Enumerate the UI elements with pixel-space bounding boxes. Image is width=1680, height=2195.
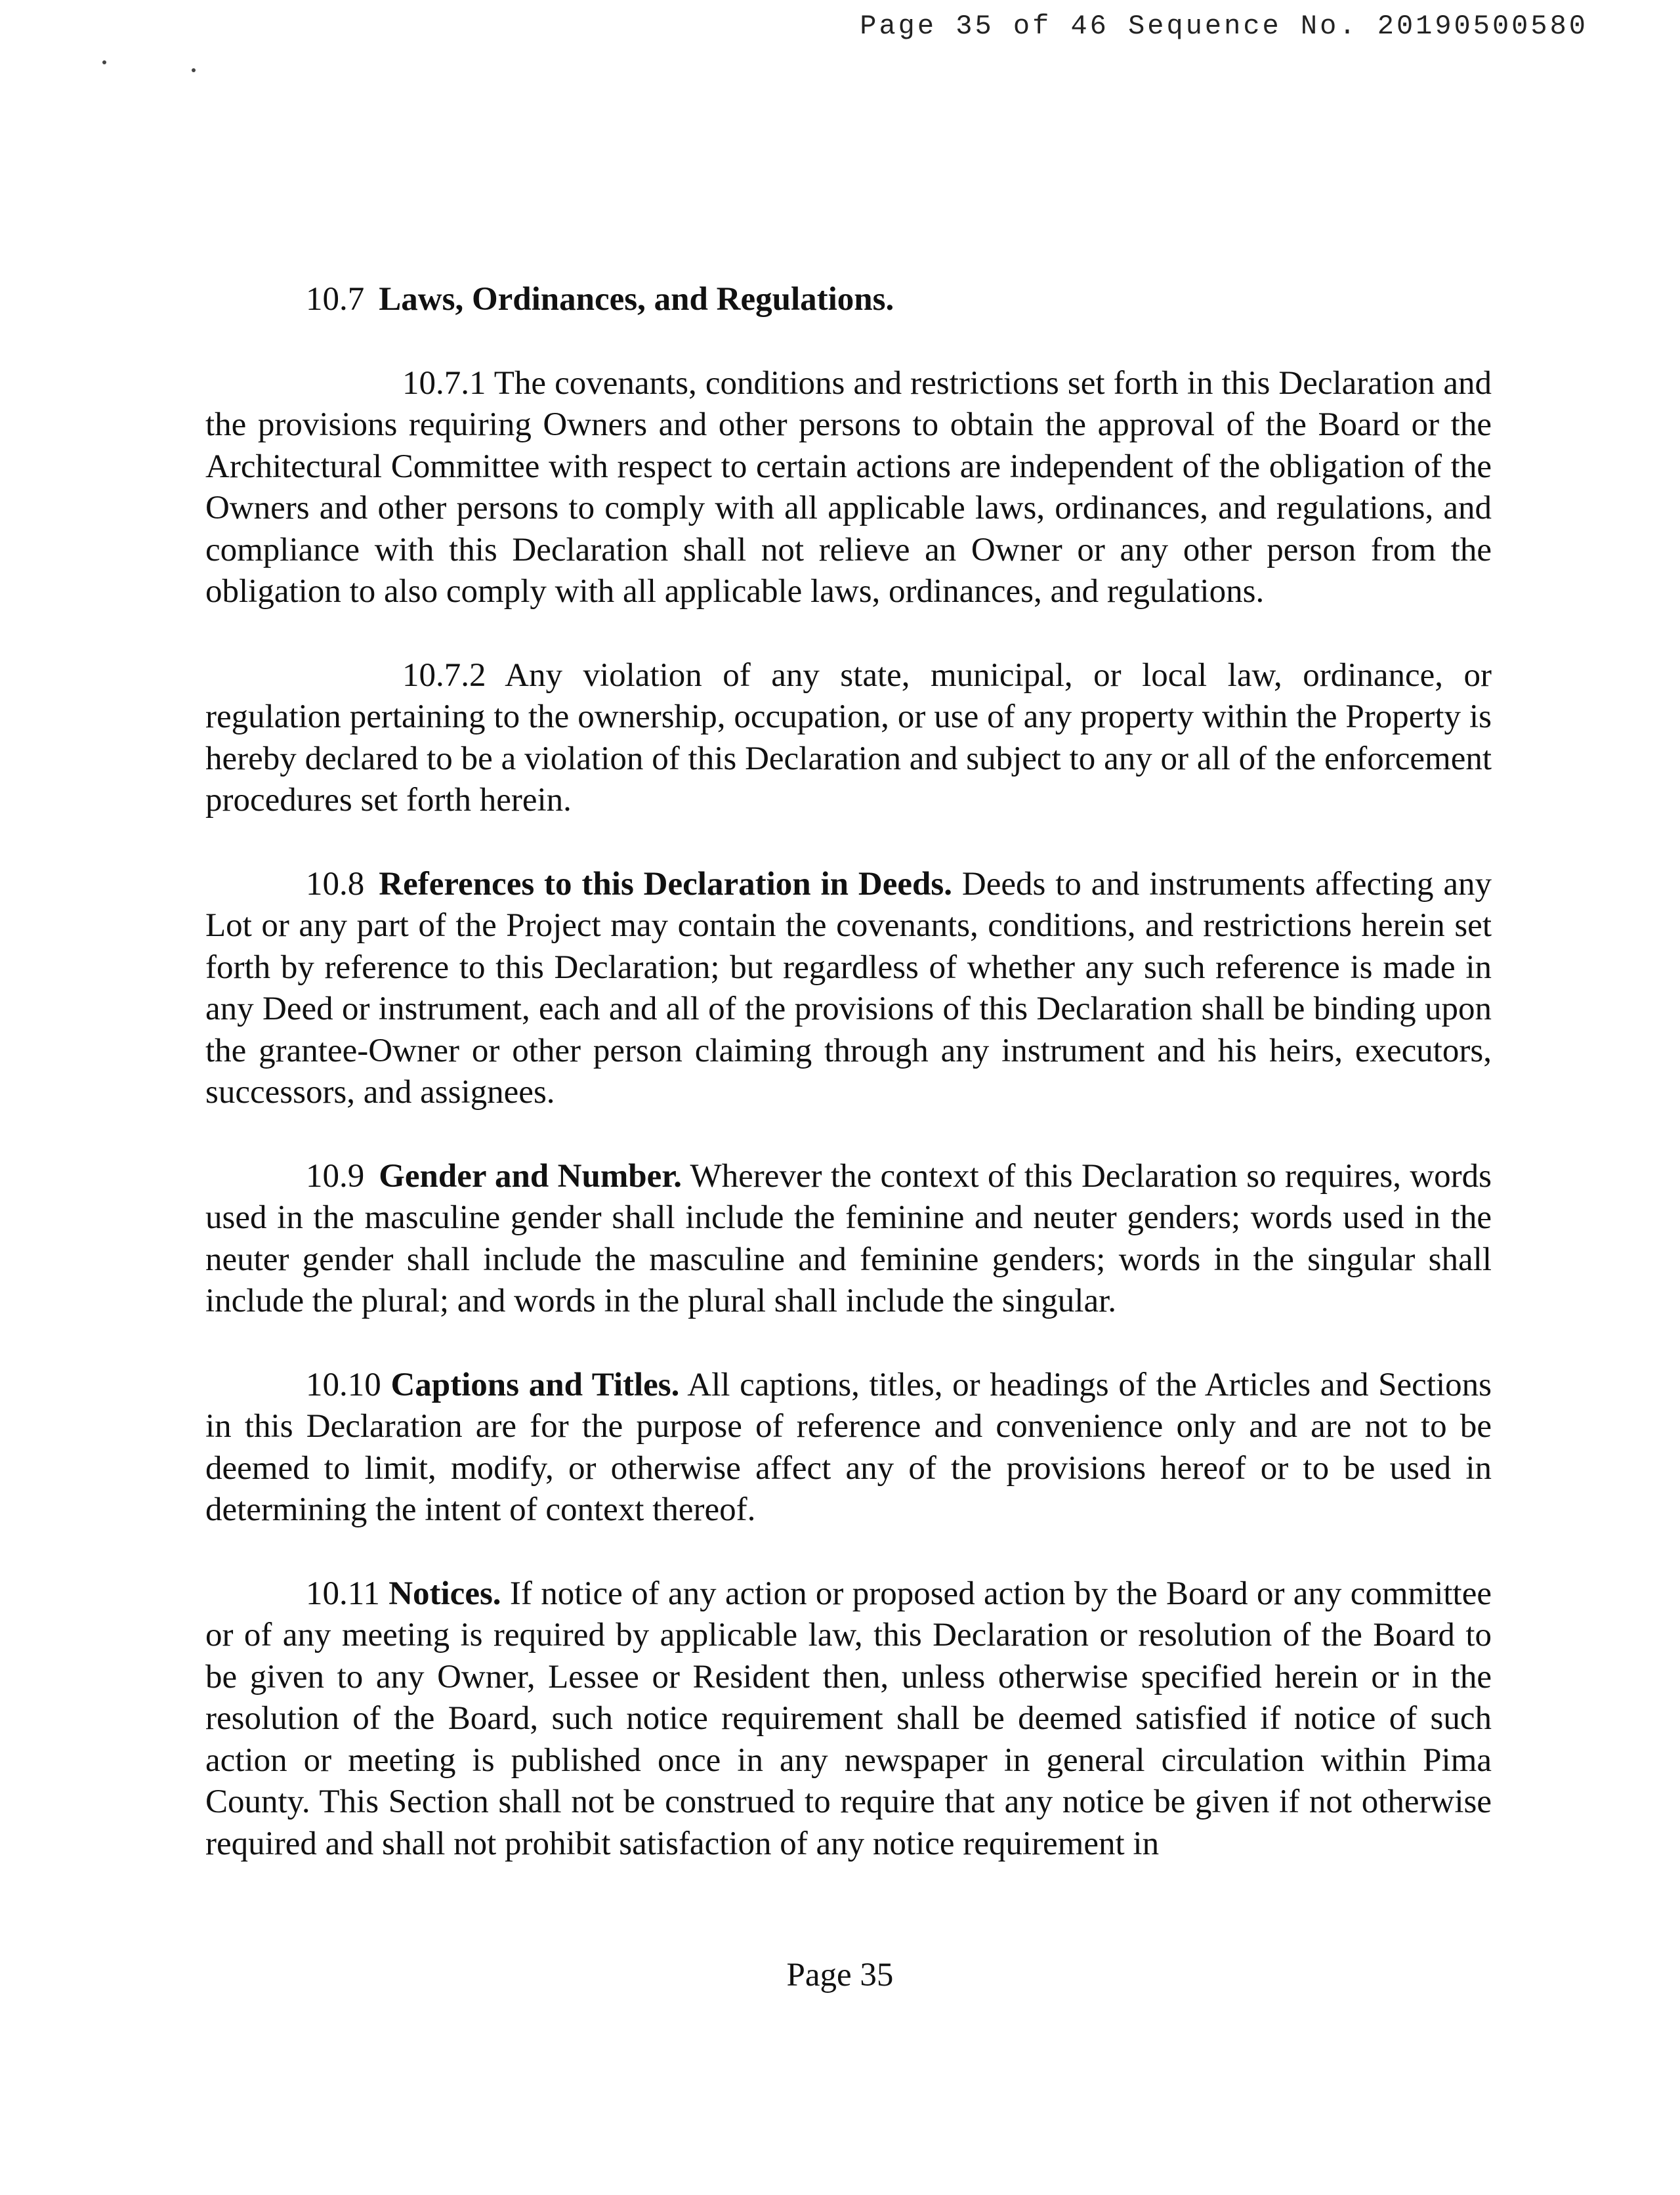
section-10-10 xyxy=(205,1365,1492,1531)
scan-speck xyxy=(192,68,196,72)
section-number: 10.10 xyxy=(306,1366,381,1403)
section-10-11 xyxy=(205,1573,1492,1865)
section-title: Gender and Number. xyxy=(379,1157,682,1195)
section-text: The covenants, conditions and restrictions set forth in this Declaration and the provisions requiring Owners and other persons to obtain the approval of the Board or the Architectural Committee with respect to certain actions are independent of the obligation of the Owners and other persons to comply with all applicable laws, ordinances, and regulations, and compliance with this Declaration shall not relieve an Owner or any other person from the obligation to also comply with all applicable laws, ordinances, and regulations. xyxy=(205,364,1492,610)
section-text: If notice of any action or proposed action by the Board or any committee or of any meeting is required by applicable law, this Declaration or resolution of the Board to be given to any Owner, Lessee or Resident then, unless otherwise specified herein or in the resolution of the Board, such notice requirement shall be deemed satisfied if notice of such action or meeting is published once in any newspaper in general circulation within Pima County. This Section shall not be construed to require that any notice be given if not otherwise required and shall not prohibit satisfaction of any notice requirement in xyxy=(205,1575,1492,1862)
section-10-7 xyxy=(205,279,1492,321)
section-10-9 xyxy=(205,1156,1492,1323)
section-number: 10.8 xyxy=(306,865,365,903)
document-body xyxy=(205,279,1492,1865)
section-title: Laws, Ordinances, and Regulations. xyxy=(379,281,894,318)
section-text: Wherever the context of this Declaration so requires, words used in the masculine gender shall include the feminine and neuter genders; words used in the neuter gender shall include the masculine and feminine genders; words in the singular shall include the plural; and words in the plural shall include the singular. xyxy=(205,1157,1492,1319)
section-10-8 xyxy=(205,864,1492,1114)
section-number: 10.11 xyxy=(306,1575,380,1612)
section-number: 10.9 xyxy=(306,1157,365,1195)
section-10-7-1 xyxy=(205,363,1492,613)
section-text: All captions, titles, or headings of the Articles and Sections in this Declaration are for the purpose of reference and convenience only and are not to be deemed to limit, modify, or otherwise affect any of the provisions hereof or to be used in determining the intent of context thereof. xyxy=(205,1366,1492,1528)
section-title: Captions and Titles. xyxy=(390,1366,680,1403)
sequence-stamp: Page 35 of 46 Sequence No. 20190500580 xyxy=(860,11,1588,42)
section-number: 10.7 xyxy=(306,281,365,318)
section-number: 10.7.1 xyxy=(402,364,486,402)
section-title: Notices. xyxy=(388,1575,501,1612)
section-text: Deeds to and instruments affecting any Lot or any part of the Project may contain the covenants, conditions, and restrictions herein set forth by reference to this Declaration; but regardless of whether any such reference is made in any Deed or instrument, each and all of the provisions of this Declaration shall be binding upon the grantee-Owner or other person claiming through any instrument and his heirs, executors, successors, and assignees. xyxy=(205,865,1492,1111)
page-footer: Page 35 xyxy=(786,1957,894,1993)
section-10-7-2 xyxy=(205,655,1492,822)
section-title: References to this Declaration in Deeds. xyxy=(379,865,952,903)
section-text: Any violation of any state, municipal, or local law, ordinance, or regulation pertaining to the ownership, occupation, or use of any property within the Property is hereby declared to be a violation of this Declaration and subject to any or all of the enforcement procedures set forth herein. xyxy=(205,656,1492,819)
scan-speck xyxy=(102,60,106,64)
section-number: 10.7.2 xyxy=(402,656,486,694)
